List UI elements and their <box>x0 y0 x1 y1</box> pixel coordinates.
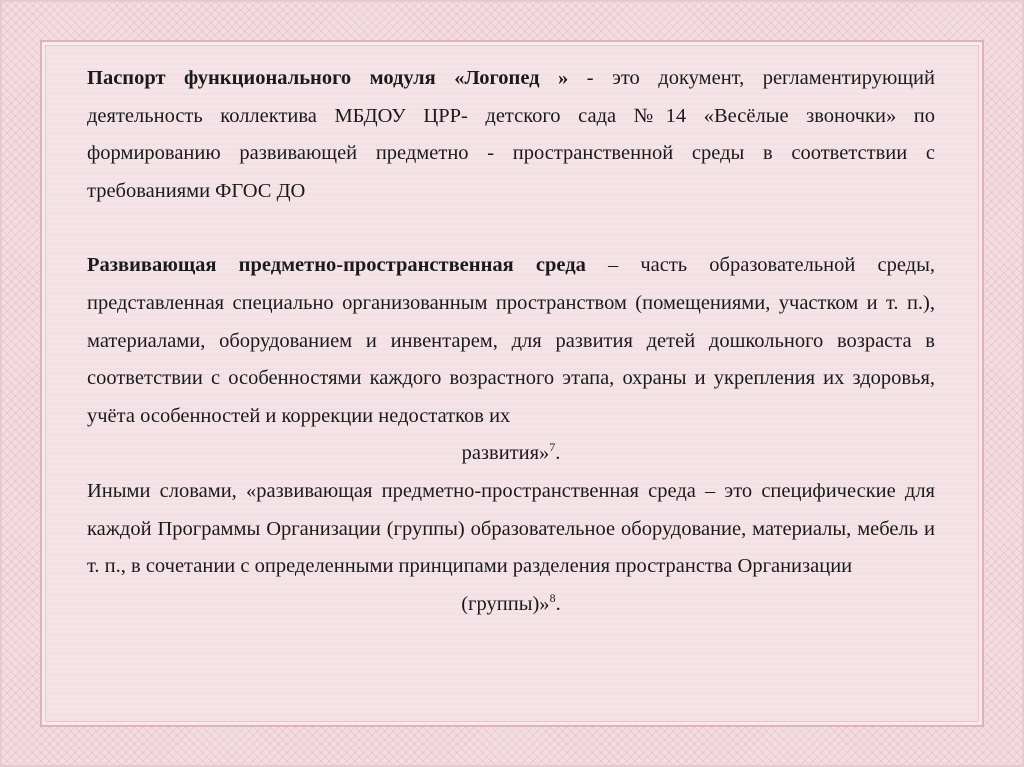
environment-definition-end <box>87 435 935 473</box>
document-body <box>87 60 935 623</box>
in-other-words-tail: (группы)» <box>461 592 550 615</box>
environment-term: Развивающая предметно-пространственная среда <box>87 254 586 277</box>
footnote-7: 7 <box>549 440 556 455</box>
in-other-words-end <box>87 586 935 624</box>
environment-definition: – часть образовательной среды, представленная специально организованным пространством (помещениями, участком и т. п.), материалами, оборудованием и инвентарем, для развития детей дошкольного возраста в соответствии с особенностями каждого возрастного этапа, охраны и укрепления их здоровья, учёта особенностей и коррекции недостатков их <box>87 254 935 427</box>
footnote-8: 8 <box>549 590 556 605</box>
passport-title: Паспорт функционального модуля «Логопед » <box>87 67 569 89</box>
paragraph-in-other-words <box>87 473 935 586</box>
paragraph-passport <box>87 60 935 210</box>
environment-tail: развития» <box>461 442 550 465</box>
in-other-words-period: . <box>555 592 561 615</box>
passport-definition: - это документ, регламентирующий деятельность коллектива МБДОУ ЦРР- детского сада №14 «Весёлые звоночки» по формированию развивающей предметно - пространственной среды в соответствии с требованиями ФГОС ДО <box>87 67 935 202</box>
paragraph-environment <box>87 247 935 435</box>
in-other-words-text: Иными словами, «развивающая предметно-пространственная среда – это специфические для каждой Программы Организации (группы) образовательное оборудование, материалы, мебель и т. п., в сочетании с определенными принципами разделения пространства Организации <box>87 479 935 578</box>
environment-period: . <box>555 442 561 465</box>
